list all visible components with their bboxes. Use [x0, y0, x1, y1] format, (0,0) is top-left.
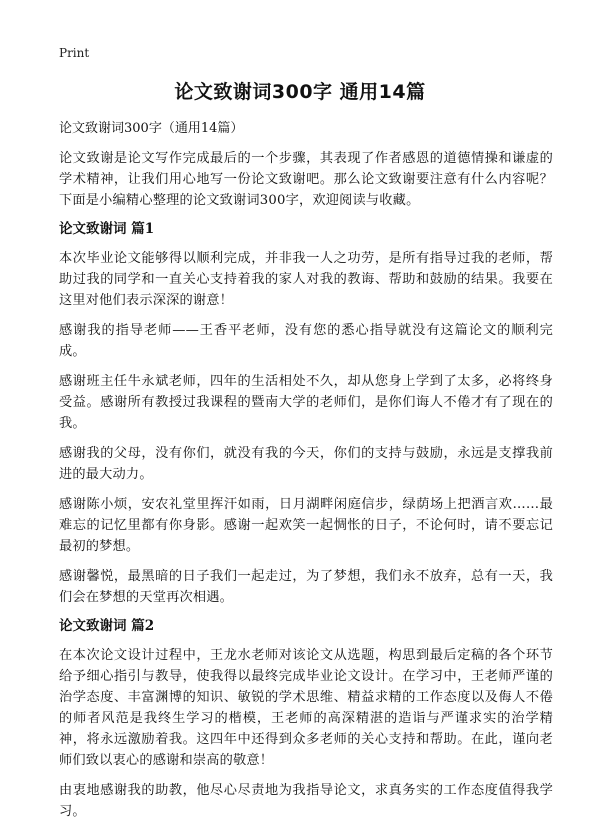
section-2 [59, 617, 553, 822]
paragraph: 在本次论文设计过程中，王龙水老师对该论文从选题，构思到最后定稿的各个环节给予细心指引与教导，使我得以最终完成毕业论文设计。在学习中，王老师严谨的治学态度、丰富渊博的知识、敏锐的学术思维、精益求精的工作态度以及侮人不倦的师者风范是我终生学习的楷模，王老师的高深精湛的造诣与严谨求实的治学精神，将永远激励着我。这四年中还得到众多老师的关心支持和帮助。在此，谨向老师们致以衷心的感谢和崇高的敬意！ [59, 648, 553, 768]
paragraph: 感谢班主任牛永斌老师，四年的生活相处不久，却从您身上学到了太多，必将终身受益。感谢所有教授过我课程的暨南大学的老师们，是你们诲人不倦才有了现在的我。 [59, 374, 553, 431]
paragraph: 由衷地感谢我的助教，他尽心尽责地为我指导论文，求真务实的工作态度值得我学习。 [59, 783, 553, 819]
page-title: 论文致谢词300字 通用14篇 [174, 81, 426, 103]
section-1 [59, 220, 553, 608]
paragraph: 感谢我的父母，没有你们，就没有我的今天，你们的支持与鼓励，永远是支撑我前进的最大动力。 [59, 446, 553, 482]
subtitle: 论文致谢词300字（通用14篇） [59, 121, 244, 136]
paragraph: 感谢我的指导老师——王香平老师，没有您的悉心指导就没有这篇论文的顺利完成。 [59, 323, 553, 359]
paragraph: 本次毕业论文能够得以顺利完成，并非我一人之功劳，是所有指导过我的老师，帮助过我的同学和一直关心支持着我的家人对我的教诲、帮助和鼓励的结果。我要在这里对他们表示深深的谢意！ [59, 251, 553, 308]
intro-paragraph: 论文致谢是论文写作完成最后的一个步骤，其表现了作者感恩的道德情操和谦虚的学术精神，让我们用心地写一份论文致谢吧。那么论文致谢要注意有什么内容呢？下面是小编精心整理的论文致谢词300字，欢迎阅读与收藏。 [59, 151, 553, 208]
print-label: Print [59, 46, 90, 60]
paragraph: 感谢馨悦，最黑暗的日子我们一起走过，为了梦想，我们永不放弃，总有一天，我们会在梦想的天堂再次相遇。 [59, 569, 553, 605]
document-body [59, 120, 553, 831]
section-heading: 论文致谢词 篇1 [59, 221, 155, 237]
section-heading: 论文致谢词 篇2 [59, 618, 155, 634]
paragraph: 感谢陈小烦，安农礼堂里挥汗如雨，日月湖畔闲庭信步，绿荫场上把酒言欢……最难忘的记忆里都有你身影。感谢一起欢笑一起惆怅的日子，不论何时，请不要忘记最初的梦想。 [59, 497, 553, 554]
